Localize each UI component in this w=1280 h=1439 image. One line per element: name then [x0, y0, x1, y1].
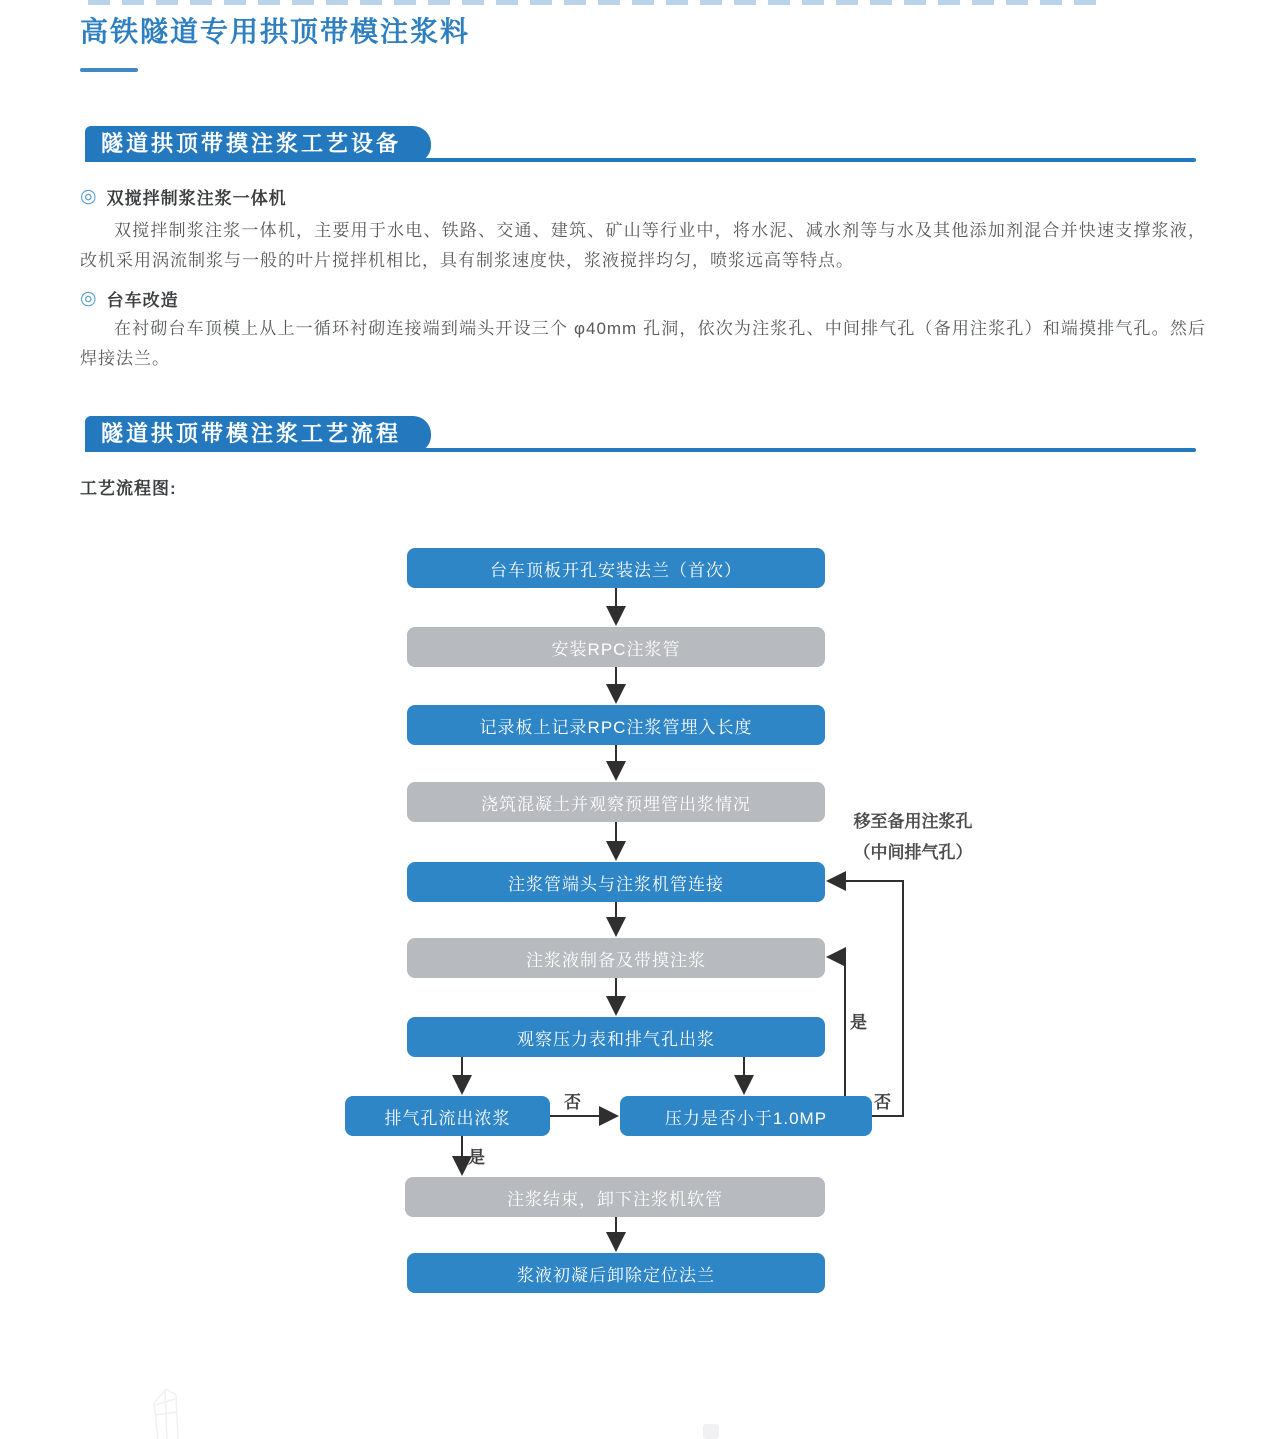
section-header-equipment: 隧道拱顶带摸注浆工艺设备: [85, 126, 431, 162]
flow-node-finish-remove-hose: 注浆结束，卸下注浆机软管: [405, 1177, 825, 1217]
flow-node-connect-pipe: 注浆管端头与注浆机管连接: [407, 862, 825, 902]
page-title: 高铁隧道专用拱顶带模注浆料: [80, 16, 471, 47]
flow-node-remove-flange: 浆液初凝后卸除定位法兰: [407, 1253, 825, 1293]
bullet-item-mixer: [80, 184, 287, 209]
section-header-process: 隧道拱顶带模注浆工艺流程: [85, 416, 431, 452]
double-circle-bullet-icon: ◎: [80, 186, 97, 207]
edge-label-no: 否: [564, 1093, 581, 1112]
double-circle-bullet-icon: ◎: [80, 288, 97, 309]
loop-annotation-line1: 移至备用注浆孔: [853, 812, 973, 831]
paragraph-mixer: 双搅拌制浆注浆一体机，主要用于水电、铁路、交通、建筑、矿山等行业中，将水泥、减水剂等与水及其他添加剂混合并快速支撑浆液，改机采用涡流制浆与一般的叶片搅拌机相比，具有制浆速度快，浆液搅拌均匀，喷浆远高等特点。: [80, 221, 1206, 270]
flow-node-install-rpc-pipe: 安装RPC注浆管: [407, 627, 825, 667]
faint-mark: [703, 1424, 719, 1439]
bullet-heading: 台车改造: [106, 291, 179, 310]
flowchart-caption: 工艺流程图:: [80, 479, 177, 498]
edge-label-yes: 是: [850, 1013, 867, 1032]
title-underline: [80, 68, 138, 72]
bullet-heading: 双搅拌制浆注浆一体机: [106, 189, 287, 208]
flow-node-prepare-grout: 注浆液制备及带摸注浆: [407, 938, 825, 978]
edge-label-no: 否: [874, 1093, 891, 1112]
bullet-item-trolley: [80, 286, 179, 311]
building-watermark: [140, 1385, 240, 1439]
flow-node-record-length: 记录板上记录RPC注浆管埋入长度: [407, 705, 825, 745]
top-cropped-text-remnant: [88, 0, 1098, 5]
paragraph-trolley: 在衬砌台车顶模上从上一循环衬砌连接端到端头开设三个 φ40mm 孔洞，依次为注浆孔、中间排气孔（备用注浆孔）和端摸排气孔。然后焊接法兰。: [80, 319, 1206, 368]
loop-annotation-line2: （中间排气孔）: [853, 843, 973, 862]
edge-label-yes: 是: [468, 1148, 485, 1167]
flow-node-drill-flange: 台车顶板开孔安装法兰（首次）: [407, 548, 825, 588]
flow-node-pressure-check: 压力是否小于1.0MP: [620, 1096, 872, 1136]
flow-node-vent-thick-grout: 排气孔流出浓浆: [345, 1096, 550, 1136]
loop-annotation: [838, 806, 988, 868]
flow-node-observe-pressure: 观察压力表和排气孔出浆: [407, 1017, 825, 1057]
flow-node-pour-concrete: 浇筑混凝土并观察预埋管出浆情况: [407, 782, 825, 822]
